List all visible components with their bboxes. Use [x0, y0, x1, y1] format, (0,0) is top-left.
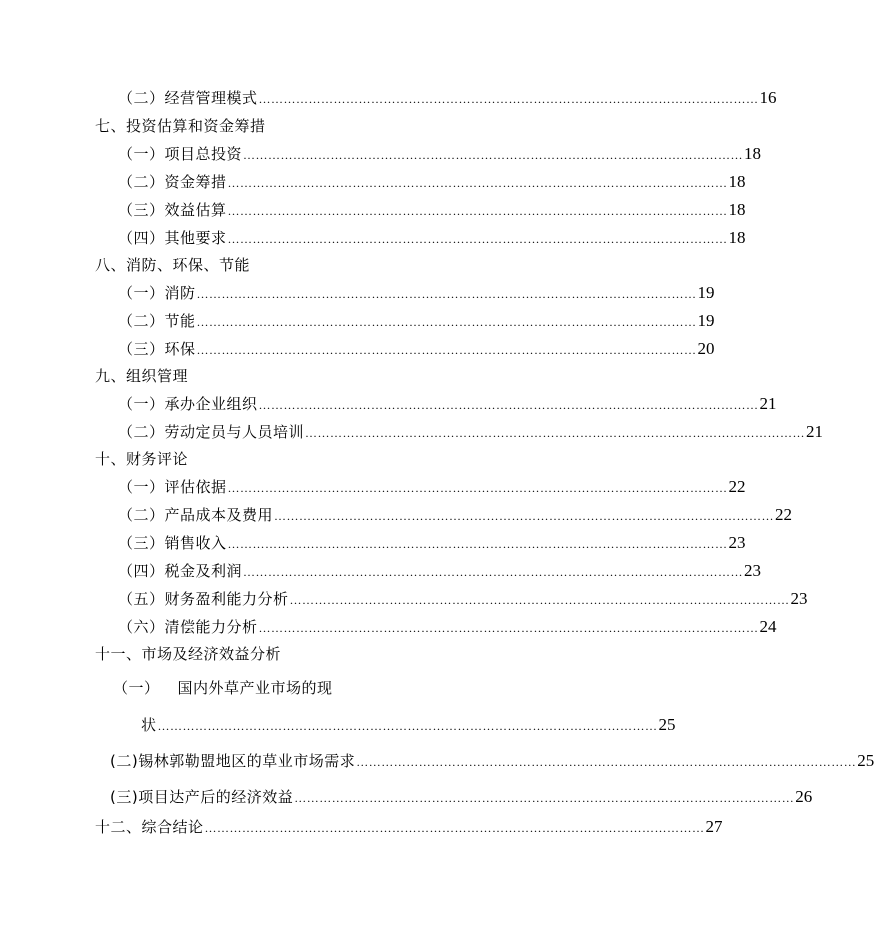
toc-heading-label: 八、消防、环保、节能 [95, 256, 251, 274]
toc-page-number: 18 [728, 228, 746, 247]
toc-entry-label: （一）消防 [118, 284, 196, 302]
toc-entry[interactable] [118, 388, 777, 414]
toc-entry[interactable] [118, 555, 762, 581]
toc-entry[interactable] [118, 499, 793, 525]
toc-entry-label-continuation: 状 [141, 716, 157, 734]
toc-entry-label: （四）其他要求 [118, 229, 227, 247]
toc-entry[interactable] [95, 811, 723, 837]
leader-dots: ………………………………………………………………………………………………………… [258, 621, 759, 635]
toc-entry-label: （二）产品成本及费用 [118, 506, 274, 524]
leader-dots: ………………………………………………………………………………………………………… [289, 593, 790, 607]
toc-entry[interactable] [118, 333, 715, 359]
toc-entry-label: （五）财务盈利能力分析 [118, 590, 289, 608]
toc-heading-label: 十、财务评论 [95, 450, 189, 468]
toc-entry[interactable] [118, 138, 762, 164]
toc-entry[interactable] [118, 583, 808, 609]
toc-entry[interactable] [118, 194, 746, 220]
toc-entry-label: （六）清偿能力分析 [118, 618, 258, 636]
leader-dots: ………………………………………………………………………………………………………… [227, 204, 728, 218]
toc-entry-label: 十二、综合结论 [95, 818, 204, 836]
leader-dots: ………………………………………………………………………………………………………… [356, 755, 857, 769]
toc-entry[interactable] [110, 745, 874, 771]
toc-entry-label: （二）节能 [118, 312, 196, 330]
toc-page-number: 25 [658, 715, 676, 734]
toc-page-number: 21 [759, 394, 777, 413]
toc-heading-label: 九、组织管理 [95, 367, 189, 385]
toc-entry[interactable] [118, 166, 746, 192]
toc-page-number: 19 [697, 283, 715, 302]
toc-page-number: 21 [806, 422, 824, 441]
toc-entry-label: （一）项目总投资 [118, 145, 243, 163]
toc-entry[interactable] [118, 82, 777, 108]
leader-dots: ………………………………………………………………………………………………………… [227, 176, 728, 190]
leader-dots: ………………………………………………………………………………………………………… [227, 537, 728, 551]
toc-entry-wrapped[interactable] [113, 672, 333, 698]
toc-page-number: 24 [759, 617, 777, 636]
toc-page-number: 19 [697, 311, 715, 330]
toc-entry-label: （三）销售收入 [118, 534, 227, 552]
leader-dots: ………………………………………………………………………………………………………… [196, 287, 697, 301]
toc-entry[interactable] [118, 305, 715, 331]
toc-entry-label: 国内外草产业市场的现 [177, 679, 333, 697]
toc-entry-label: （一）承办企业组织 [118, 395, 258, 413]
toc-heading-label: 七、投资估算和资金筹措 [95, 117, 266, 135]
toc-page-number: 18 [728, 200, 746, 219]
toc-section-heading[interactable] [95, 249, 250, 275]
toc-entry-label: (三)项目达产后的经济效益 [110, 788, 294, 806]
toc-entry-label: （四）税金及利润 [118, 562, 243, 580]
toc-page-number: 23 [728, 533, 746, 552]
leader-dots: ………………………………………………………………………………………………………… [196, 315, 697, 329]
leader-dots: ………………………………………………………………………………………………………… [294, 791, 795, 805]
toc-page-number: 27 [705, 817, 723, 836]
toc-section-heading[interactable] [95, 443, 188, 469]
toc-entry[interactable] [118, 527, 746, 553]
toc-entry-wrapped-continuation[interactable] [141, 709, 676, 735]
toc-entry-label: （二）资金筹措 [118, 173, 227, 191]
toc-page-number: 18 [744, 144, 762, 163]
toc-section-heading[interactable] [95, 110, 266, 136]
leader-dots: ………………………………………………………………………………………………………… [274, 509, 775, 523]
toc-section-heading[interactable] [95, 360, 188, 386]
leader-dots: ………………………………………………………………………………………………………… [258, 398, 759, 412]
toc-page-number: 20 [697, 339, 715, 358]
toc-entry-number: （一） [113, 679, 160, 697]
toc-page-number: 16 [759, 88, 777, 107]
leader-dots: ………………………………………………………………………………………………………… [196, 343, 697, 357]
toc-section-heading[interactable] [95, 638, 281, 664]
toc-entry-label: （二）劳动定员与人员培训 [118, 423, 305, 441]
toc-entry[interactable] [110, 781, 813, 807]
toc-page-number: 18 [728, 172, 746, 191]
toc-page-number: 23 [790, 589, 808, 608]
toc-entry[interactable] [118, 277, 715, 303]
toc-page-number: 23 [744, 561, 762, 580]
leader-dots: ………………………………………………………………………………………………………… [258, 92, 759, 106]
toc-entry[interactable] [118, 222, 746, 248]
leader-dots: ………………………………………………………………………………………………………… [243, 565, 744, 579]
leader-dots: ………………………………………………………………………………………………………… [204, 821, 705, 835]
leader-dots: ………………………………………………………………………………………………………… [227, 481, 728, 495]
toc-entry-label: （一）评估依据 [118, 478, 227, 496]
leader-dots: ………………………………………………………………………………………………………… [157, 719, 658, 733]
toc-heading-label: 十一、市场及经济效益分析 [95, 645, 282, 663]
toc-entry[interactable] [118, 416, 824, 442]
leader-dots: ………………………………………………………………………………………………………… [227, 232, 728, 246]
toc-entry-label: （三）效益估算 [118, 201, 227, 219]
leader-dots: ………………………………………………………………………………………………………… [243, 148, 744, 162]
toc-page-number: 26 [795, 787, 813, 806]
toc-page-number: 22 [775, 505, 793, 524]
toc-entry[interactable] [118, 611, 777, 637]
toc-page-number: 25 [857, 751, 874, 770]
toc-entry-label: (二)锡林郭勒盟地区的草业市场需求 [110, 752, 356, 770]
toc-page-number: 22 [728, 477, 746, 496]
toc-entry[interactable] [118, 471, 746, 497]
toc-entry-label: （三）环保 [118, 340, 196, 358]
leader-dots: ………………………………………………………………………………………………………… [305, 426, 806, 440]
toc-entry-label: （二）经营管理模式 [118, 89, 258, 107]
